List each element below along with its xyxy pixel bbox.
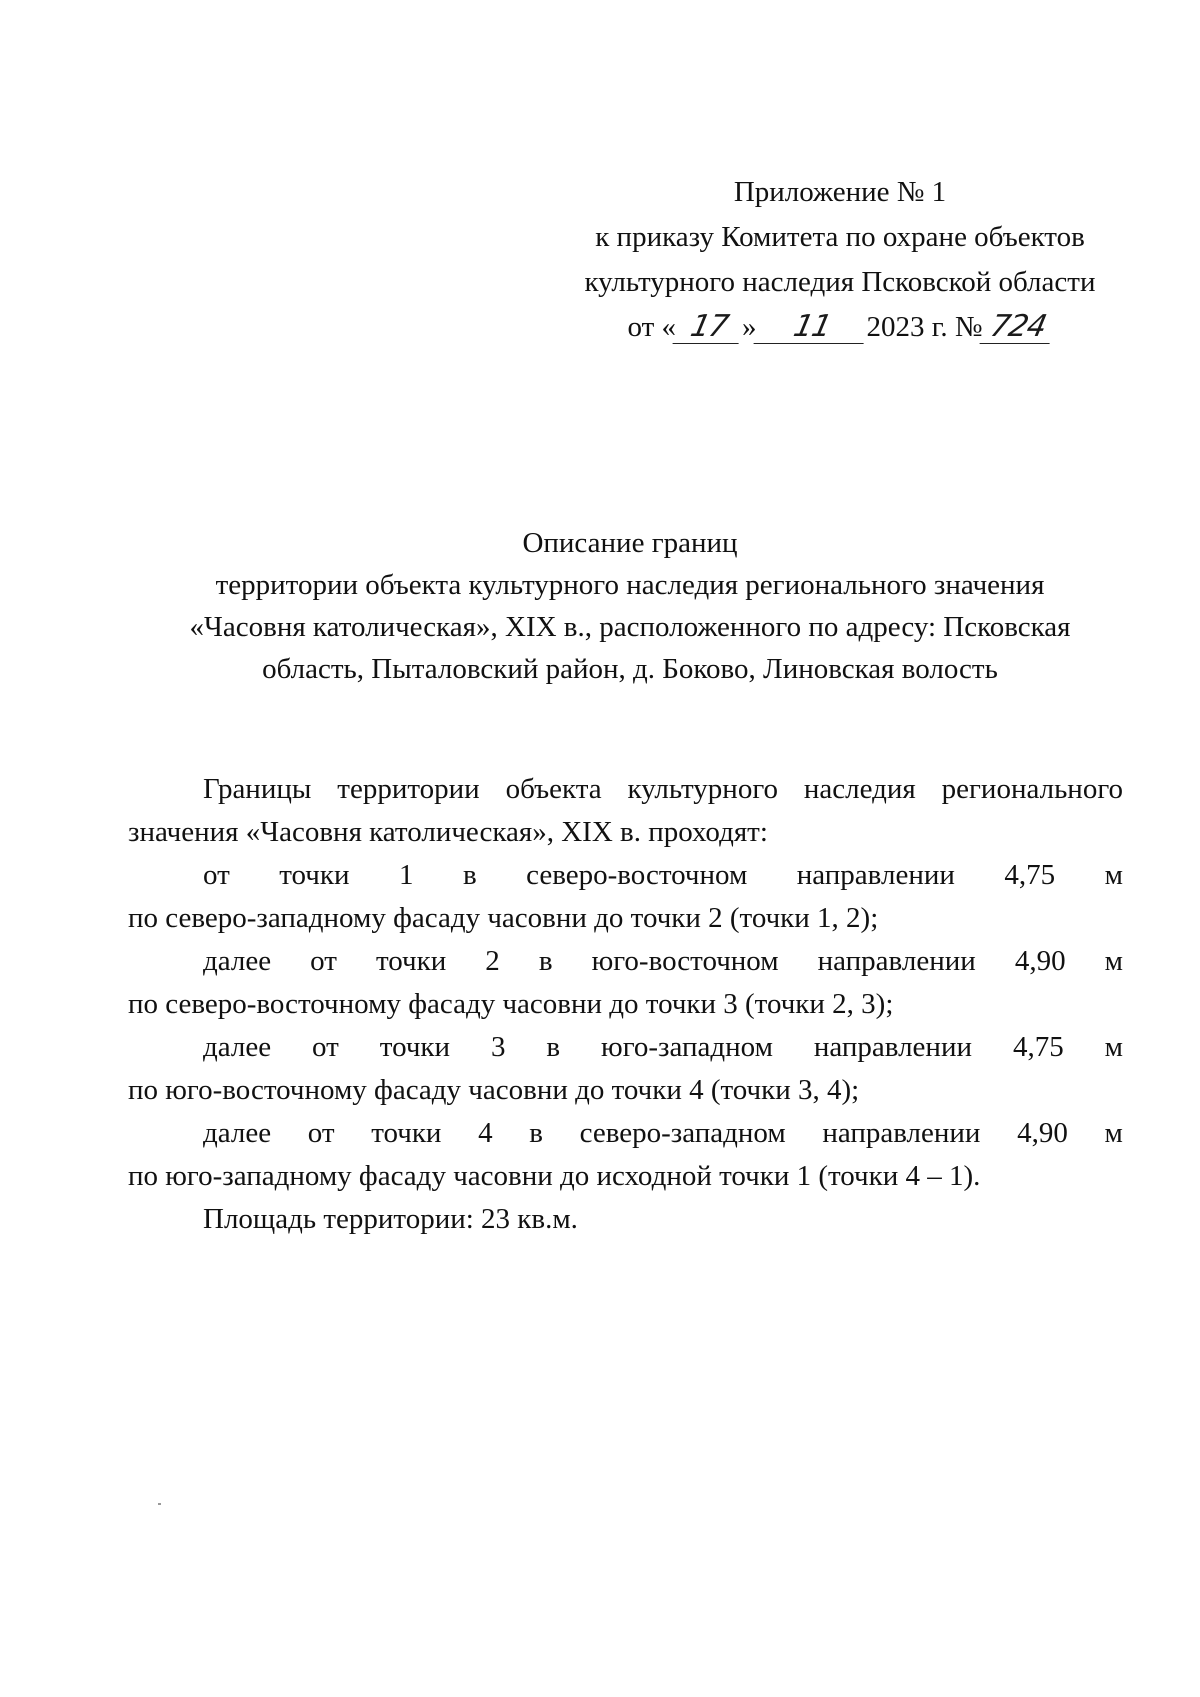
boundary-segment <box>128 1026 1123 1112</box>
area-paragraph: Площадь территории: 23 кв.м. <box>203 1203 578 1235</box>
document-body <box>128 768 1123 1241</box>
segment-word: далее <box>203 945 272 977</box>
segment-word: м <box>1104 1117 1123 1149</box>
appendix-order-ref: к приказу Комитета по охране объектов <box>595 221 1085 253</box>
intro-paragraph: Границы территории объекта культурного наследия регионального значения «Часовня католическая», XIX в. проходят: <box>128 773 1123 848</box>
segment-first-line <box>128 940 1123 983</box>
segment-word: точки <box>376 945 447 977</box>
segment-word: далее <box>203 1117 272 1149</box>
segment-word: м <box>1104 859 1123 891</box>
segment-continuation: по юго-восточному фасаду часовни до точки 4 (точки 3, 4); <box>128 1074 860 1106</box>
order-year: 2023 г. № <box>866 311 983 343</box>
title-line-1: Описание границ <box>522 527 738 559</box>
title-line-2: территории объекта культурного наследия регионального значения <box>215 569 1045 601</box>
segment-first-line <box>128 854 1123 897</box>
scan-speck <box>158 1503 161 1505</box>
segment-word: точки <box>279 859 350 891</box>
order-month-handwritten: 11 <box>753 311 870 344</box>
segment-word: в <box>529 1117 543 1149</box>
segment-word: 2 <box>485 945 500 977</box>
boundary-segments <box>128 854 1123 1198</box>
segment-word: направлении <box>813 1031 972 1063</box>
segment-word: далее <box>203 1031 272 1063</box>
segment-continuation: по северо-восточному фасаду часовни до точки 3 (точки 2, 3); <box>128 988 894 1020</box>
segment-word: юго-западном <box>601 1031 773 1063</box>
appendix-number: Приложение № 1 <box>733 176 947 208</box>
segment-word: от <box>310 945 337 977</box>
order-prefix: от « <box>627 311 676 343</box>
segment-word: северо-западном <box>579 1117 786 1149</box>
boundary-segment <box>128 854 1123 940</box>
boundary-segment <box>128 940 1123 1026</box>
title-line-4: область, Пыталовский район, д. Боково, Линовская волость <box>262 653 998 685</box>
segment-word: направлении <box>796 859 955 891</box>
segment-word: направлении <box>822 1117 981 1149</box>
boundary-segment <box>128 1112 1123 1198</box>
segment-first-line <box>128 1026 1123 1069</box>
order-date-line <box>560 305 1120 350</box>
segment-word: 4,75 <box>1004 859 1056 891</box>
appendix-header <box>560 170 1120 350</box>
segment-word: от <box>312 1031 339 1063</box>
order-number-handwritten: 724 <box>979 311 1056 344</box>
segment-word: в <box>546 1031 561 1063</box>
segment-word: м <box>1104 1031 1123 1063</box>
appendix-committee: культурного наследия Псковской области <box>584 266 1096 298</box>
segment-word: точки <box>379 1031 451 1063</box>
document-title <box>130 522 1130 690</box>
segment-word: 4 <box>478 1117 493 1149</box>
segment-word: 4,90 <box>1017 1117 1068 1149</box>
segment-word: направлении <box>817 945 976 977</box>
segment-word: в <box>462 859 477 891</box>
segment-word: 1 <box>398 859 414 891</box>
segment-word: от <box>307 1117 335 1149</box>
title-line-3: «Часовня католическая», XIX в., расположенного по адресу: Псковская <box>189 611 1071 643</box>
segment-word: 4,90 <box>1014 945 1066 977</box>
segment-first-line <box>128 1112 1123 1155</box>
segment-word: точки <box>371 1117 442 1149</box>
segment-word: от <box>203 859 230 891</box>
segment-continuation: по юго-западному фасаду часовни до исходной точки 1 (точки 4 – 1). <box>128 1160 981 1192</box>
segment-word: 3 <box>490 1031 506 1063</box>
segment-word: в <box>538 945 553 977</box>
segment-word: 4,75 <box>1012 1031 1064 1063</box>
order-day-handwritten: 17 <box>672 311 745 344</box>
segment-word: северо-восточном <box>526 859 748 891</box>
order-quote-close: » <box>742 311 757 343</box>
segment-word: м <box>1104 945 1123 977</box>
segment-continuation: по северо-западному фасаду часовни до точки 2 (точки 1, 2); <box>128 902 879 934</box>
segment-word: юго-восточном <box>591 945 779 977</box>
